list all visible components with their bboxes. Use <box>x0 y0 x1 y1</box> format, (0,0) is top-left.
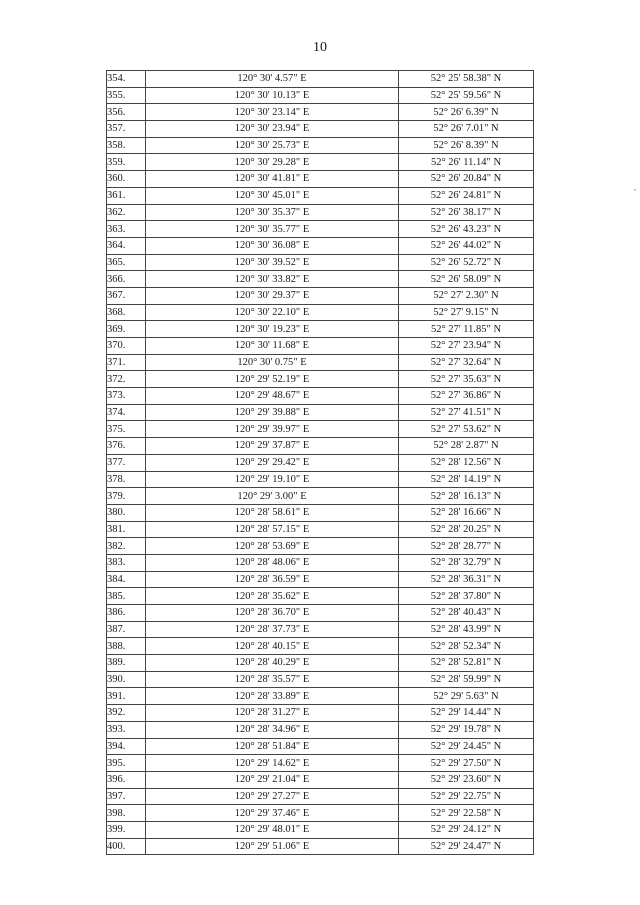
point-number-cell: 363. <box>107 221 146 238</box>
latitude-cell: 52° 26' 58.09" N <box>399 271 534 288</box>
point-number-cell: 386. <box>107 605 146 622</box>
point-number-cell: 392. <box>107 705 146 722</box>
point-number-cell: 384. <box>107 571 146 588</box>
latitude-cell: 52° 29' 19.78" N <box>399 721 534 738</box>
table-row <box>107 404 534 421</box>
point-number-cell: 377. <box>107 454 146 471</box>
point-number-cell: 360. <box>107 171 146 188</box>
table-row <box>107 454 534 471</box>
table-row <box>107 671 534 688</box>
table-row <box>107 388 534 405</box>
table-row <box>107 221 534 238</box>
latitude-cell: 52° 27' 23.94" N <box>399 338 534 355</box>
latitude-cell: 52° 28' 43.99" N <box>399 621 534 638</box>
point-number-cell: 380. <box>107 504 146 521</box>
longitude-cell: 120° 30' 0.75" E <box>146 354 399 371</box>
table-row <box>107 521 534 538</box>
coordinates-table-body <box>107 71 534 855</box>
table-row <box>107 154 534 171</box>
table-row <box>107 204 534 221</box>
longitude-cell: 120° 30' 39.52" E <box>146 254 399 271</box>
point-number-cell: 387. <box>107 621 146 638</box>
latitude-cell: 52° 26' 43.23" N <box>399 221 534 238</box>
longitude-cell: 120° 28' 31.27" E <box>146 705 399 722</box>
table-row <box>107 87 534 104</box>
table-row <box>107 805 534 822</box>
table-row <box>107 688 534 705</box>
latitude-cell: 52° 26' 24.81" N <box>399 187 534 204</box>
latitude-cell: 52° 26' 8.39" N <box>399 137 534 154</box>
latitude-cell: 52° 29' 24.45" N <box>399 738 534 755</box>
table-row <box>107 271 534 288</box>
point-number-cell: 366. <box>107 271 146 288</box>
latitude-cell: 52° 27' 11.85" N <box>399 321 534 338</box>
table-row <box>107 788 534 805</box>
longitude-cell: 120° 30' 29.37" E <box>146 287 399 304</box>
longitude-cell: 120° 29' 27.27" E <box>146 788 399 805</box>
longitude-cell: 120° 29' 29.42" E <box>146 454 399 471</box>
latitude-cell: 52° 29' 24.47" N <box>399 838 534 855</box>
point-number-cell: 391. <box>107 688 146 705</box>
latitude-cell: 52° 27' 32.64" N <box>399 354 534 371</box>
point-number-cell: 368. <box>107 304 146 321</box>
latitude-cell: 52° 26' 38.17" N <box>399 204 534 221</box>
longitude-cell: 120° 28' 40.15" E <box>146 638 399 655</box>
latitude-cell: 52° 28' 16.13" N <box>399 488 534 505</box>
page-number: 10 <box>313 40 327 55</box>
table-row <box>107 187 534 204</box>
longitude-cell: 120° 30' 41.81" E <box>146 171 399 188</box>
latitude-cell: 52° 26' 20.84" N <box>399 171 534 188</box>
point-number-cell: 376. <box>107 438 146 455</box>
point-number-cell: 381. <box>107 521 146 538</box>
point-number-cell: 390. <box>107 671 146 688</box>
latitude-cell: 52° 26' 44.02" N <box>399 237 534 254</box>
latitude-cell: 52° 26' 11.14" N <box>399 154 534 171</box>
point-number-cell: 395. <box>107 755 146 772</box>
latitude-cell: 52° 27' 35.63" N <box>399 371 534 388</box>
table-row <box>107 605 534 622</box>
latitude-cell: 52° 27' 53.62" N <box>399 421 534 438</box>
table-row <box>107 304 534 321</box>
longitude-cell: 120° 29' 39.97" E <box>146 421 399 438</box>
longitude-cell: 120° 30' 22.10" E <box>146 304 399 321</box>
table-row <box>107 504 534 521</box>
edge-mark: , <box>634 183 636 192</box>
latitude-cell: 52° 28' 36.31" N <box>399 571 534 588</box>
point-number-cell: 358. <box>107 137 146 154</box>
point-number-cell: 399. <box>107 821 146 838</box>
latitude-cell: 52° 29' 22.58" N <box>399 805 534 822</box>
point-number-cell: 374. <box>107 404 146 421</box>
table-row <box>107 554 534 571</box>
point-number-cell: 382. <box>107 538 146 555</box>
longitude-cell: 120° 28' 40.29" E <box>146 655 399 672</box>
latitude-cell: 52° 28' 2.87" N <box>399 438 534 455</box>
longitude-cell: 120° 29' 3.00" E <box>146 488 399 505</box>
point-number-cell: 397. <box>107 788 146 805</box>
longitude-cell: 120° 28' 57.15" E <box>146 521 399 538</box>
longitude-cell: 120° 28' 34.96" E <box>146 721 399 738</box>
latitude-cell: 52° 28' 20.25" N <box>399 521 534 538</box>
latitude-cell: 52° 28' 40.43" N <box>399 605 534 622</box>
point-number-cell: 357. <box>107 121 146 138</box>
longitude-cell: 120° 30' 11.68" E <box>146 338 399 355</box>
longitude-cell: 120° 29' 52.19" E <box>146 371 399 388</box>
point-number-cell: 373. <box>107 388 146 405</box>
table-row <box>107 338 534 355</box>
point-number-cell: 383. <box>107 554 146 571</box>
latitude-cell: 52° 26' 52.72" N <box>399 254 534 271</box>
point-number-cell: 398. <box>107 805 146 822</box>
latitude-cell: 52° 28' 37.80" N <box>399 588 534 605</box>
table-row <box>107 321 534 338</box>
longitude-cell: 120° 30' 29.28" E <box>146 154 399 171</box>
latitude-cell: 52° 29' 5.63" N <box>399 688 534 705</box>
table-row <box>107 354 534 371</box>
longitude-cell: 120° 28' 35.62" E <box>146 588 399 605</box>
latitude-cell: 52° 29' 22.75" N <box>399 788 534 805</box>
latitude-cell: 52° 28' 28.77" N <box>399 538 534 555</box>
longitude-cell: 120° 30' 33.82" E <box>146 271 399 288</box>
point-number-cell: 365. <box>107 254 146 271</box>
point-number-cell: 378. <box>107 471 146 488</box>
table-row <box>107 421 534 438</box>
table-row <box>107 171 534 188</box>
longitude-cell: 120° 28' 33.89" E <box>146 688 399 705</box>
longitude-cell: 120° 28' 48.06" E <box>146 554 399 571</box>
table-row <box>107 738 534 755</box>
longitude-cell: 120° 28' 53.69" E <box>146 538 399 555</box>
longitude-cell: 120° 29' 37.87" E <box>146 438 399 455</box>
latitude-cell: 52° 28' 12.56" N <box>399 454 534 471</box>
point-number-cell: 361. <box>107 187 146 204</box>
point-number-cell: 367. <box>107 287 146 304</box>
latitude-cell: 52° 26' 7.01" N <box>399 121 534 138</box>
longitude-cell: 120° 28' 37.73" E <box>146 621 399 638</box>
table-row <box>107 655 534 672</box>
latitude-cell: 52° 25' 58.38" N <box>399 71 534 88</box>
coordinates-table <box>106 70 534 855</box>
table-row <box>107 838 534 855</box>
point-number-cell: 394. <box>107 738 146 755</box>
latitude-cell: 52° 27' 2.30" N <box>399 287 534 304</box>
table-row <box>107 755 534 772</box>
point-number-cell: 375. <box>107 421 146 438</box>
longitude-cell: 120° 29' 14.62" E <box>146 755 399 772</box>
point-number-cell: 385. <box>107 588 146 605</box>
latitude-cell: 52° 29' 23.60" N <box>399 771 534 788</box>
latitude-cell: 52° 28' 16.66" N <box>399 504 534 521</box>
longitude-cell: 120° 28' 51.84" E <box>146 738 399 755</box>
longitude-cell: 120° 30' 35.37" E <box>146 204 399 221</box>
point-number-cell: 396. <box>107 771 146 788</box>
point-number-cell: 369. <box>107 321 146 338</box>
table-row <box>107 471 534 488</box>
point-number-cell: 359. <box>107 154 146 171</box>
latitude-cell: 52° 28' 52.81" N <box>399 655 534 672</box>
latitude-cell: 52° 29' 14.44" N <box>399 705 534 722</box>
longitude-cell: 120° 29' 51.06" E <box>146 838 399 855</box>
table-row <box>107 104 534 121</box>
latitude-cell: 52° 28' 32.79" N <box>399 554 534 571</box>
table-row <box>107 254 534 271</box>
table-row <box>107 488 534 505</box>
longitude-cell: 120° 28' 36.59" E <box>146 571 399 588</box>
latitude-cell: 52° 26' 6.39" N <box>399 104 534 121</box>
latitude-cell: 52° 29' 27.50" N <box>399 755 534 772</box>
longitude-cell: 120° 28' 36.70" E <box>146 605 399 622</box>
longitude-cell: 120° 30' 45.01" E <box>146 187 399 204</box>
longitude-cell: 120° 30' 36.08" E <box>146 237 399 254</box>
point-number-cell: 371. <box>107 354 146 371</box>
point-number-cell: 354. <box>107 71 146 88</box>
point-number-cell: 393. <box>107 721 146 738</box>
table-row <box>107 638 534 655</box>
longitude-cell: 120° 28' 58.61" E <box>146 504 399 521</box>
latitude-cell: 52° 28' 14.19" N <box>399 471 534 488</box>
table-row <box>107 137 534 154</box>
longitude-cell: 120° 29' 48.01" E <box>146 821 399 838</box>
longitude-cell: 120° 29' 19.10" E <box>146 471 399 488</box>
longitude-cell: 120° 29' 37.46" E <box>146 805 399 822</box>
point-number-cell: 364. <box>107 237 146 254</box>
table-row <box>107 438 534 455</box>
table-row <box>107 588 534 605</box>
point-number-cell: 400. <box>107 838 146 855</box>
longitude-cell: 120° 28' 35.57" E <box>146 671 399 688</box>
latitude-cell: 52° 27' 9.15" N <box>399 304 534 321</box>
latitude-cell: 52° 27' 36.86" N <box>399 388 534 405</box>
point-number-cell: 356. <box>107 104 146 121</box>
latitude-cell: 52° 25' 59.56" N <box>399 87 534 104</box>
point-number-cell: 389. <box>107 655 146 672</box>
table-row <box>107 237 534 254</box>
longitude-cell: 120° 30' 4.57" E <box>146 71 399 88</box>
table-row <box>107 538 534 555</box>
table-row <box>107 621 534 638</box>
table-row <box>107 721 534 738</box>
longitude-cell: 120° 30' 19.23" E <box>146 321 399 338</box>
point-number-cell: 388. <box>107 638 146 655</box>
table-row <box>107 705 534 722</box>
point-number-cell: 379. <box>107 488 146 505</box>
latitude-cell: 52° 29' 24.12" N <box>399 821 534 838</box>
table-row <box>107 287 534 304</box>
longitude-cell: 120° 30' 25.73" E <box>146 137 399 154</box>
latitude-cell: 52° 28' 59.99" N <box>399 671 534 688</box>
longitude-cell: 120° 30' 23.14" E <box>146 104 399 121</box>
longitude-cell: 120° 29' 48.67" E <box>146 388 399 405</box>
table-row <box>107 821 534 838</box>
table-row <box>107 71 534 88</box>
point-number-cell: 362. <box>107 204 146 221</box>
longitude-cell: 120° 30' 23.94" E <box>146 121 399 138</box>
table-row <box>107 571 534 588</box>
longitude-cell: 120° 29' 21.04" E <box>146 771 399 788</box>
table-row <box>107 371 534 388</box>
point-number-cell: 370. <box>107 338 146 355</box>
latitude-cell: 52° 28' 52.34" N <box>399 638 534 655</box>
longitude-cell: 120° 30' 35.77" E <box>146 221 399 238</box>
table-row <box>107 121 534 138</box>
table-row <box>107 771 534 788</box>
latitude-cell: 52° 27' 41.51" N <box>399 404 534 421</box>
longitude-cell: 120° 30' 10.13" E <box>146 87 399 104</box>
point-number-cell: 355. <box>107 87 146 104</box>
point-number-cell: 372. <box>107 371 146 388</box>
longitude-cell: 120° 29' 39.88" E <box>146 404 399 421</box>
